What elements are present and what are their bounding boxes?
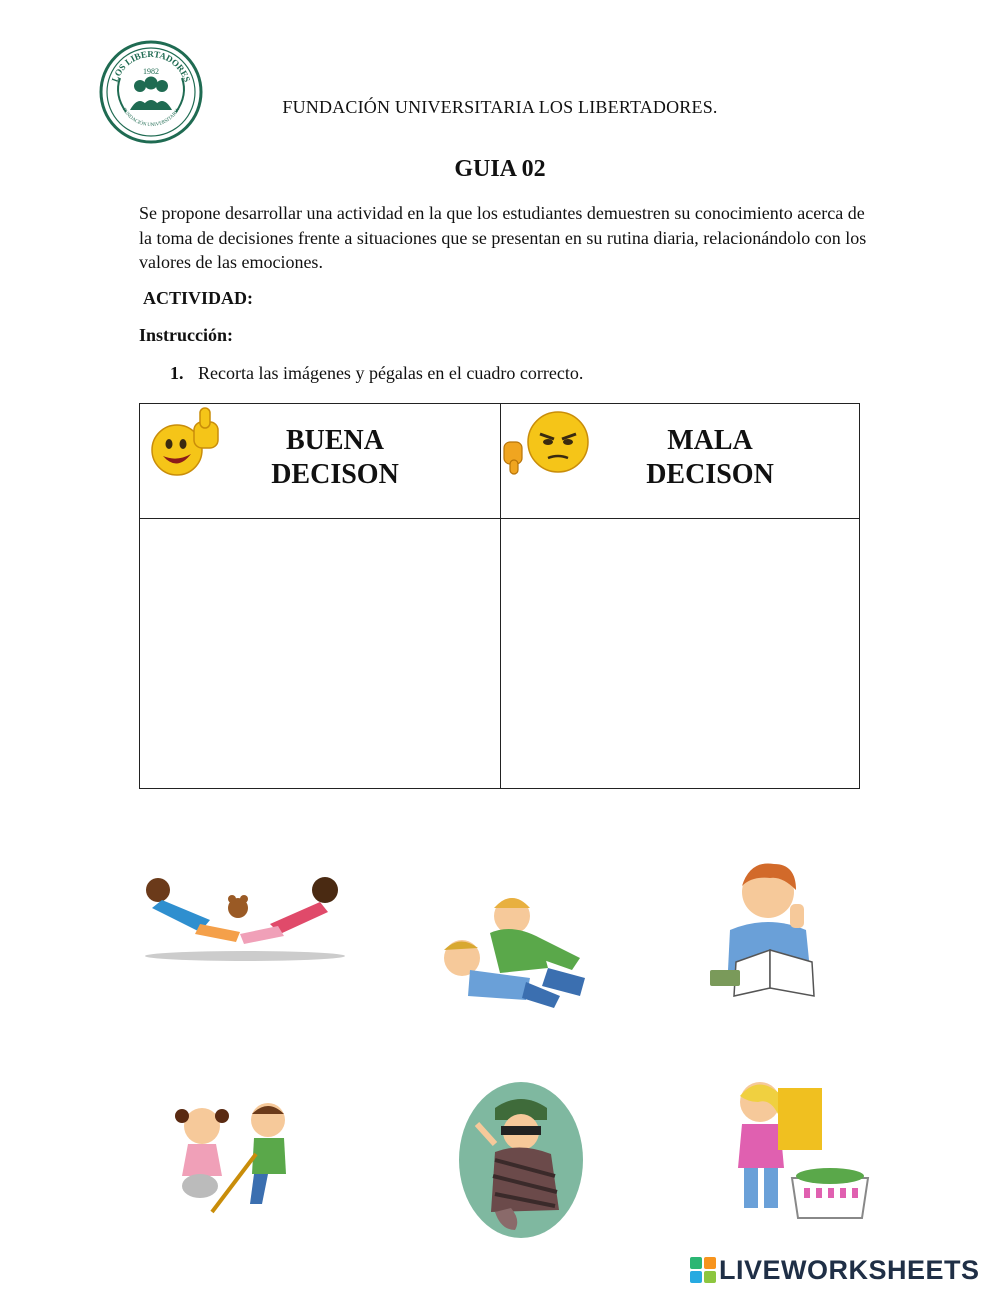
thumbs-up-smiley-icon <box>146 404 228 487</box>
logo-year: 1982 <box>143 67 159 76</box>
kids-fighting-image[interactable] <box>430 878 595 1018</box>
liveworksheets-logo-icon <box>690 1257 716 1283</box>
instruction-label: Instrucción: <box>139 325 233 345</box>
girl-folding-laundry-image[interactable] <box>718 1068 883 1233</box>
activity-label: ACTIVIDAD: <box>143 288 254 308</box>
liveworksheets-brand[interactable] <box>690 1254 980 1286</box>
kids-sweeping-image[interactable] <box>160 1094 305 1224</box>
bad-decision-heading: MALA DECISON <box>646 425 774 490</box>
kids-pulling-teddy-bear-image[interactable] <box>140 868 370 973</box>
thumbs-down-angry-icon <box>502 408 594 483</box>
logo-top-text: LOS LIBERTADORES <box>109 48 193 84</box>
step-number: 1. <box>170 363 184 383</box>
institution-name: FUNDACIÓN UNIVERSITARIA LOS LIBERTADORES. <box>282 97 718 117</box>
instruction-step <box>170 363 583 384</box>
good-decision-heading: BUENA DECISON <box>271 425 399 490</box>
brand-text: LIVEWORKSHEETS <box>719 1254 980 1285</box>
intro-paragraph: Se propone desarrollar una actividad en la que los estudiantes demuestren su conocimiento acerca de la toma de decisiones frente a situaciones que se presentan en su rutina diaria, relacionándolo con los valores de las emociones. <box>139 203 867 272</box>
table-divider-vertical <box>500 404 501 788</box>
page-title: GUIA 02 <box>454 156 546 182</box>
institution-logo <box>96 40 206 144</box>
logo-bottom-text: FUNDACIÓN UNIVERSITARIA <box>120 107 182 129</box>
table-divider-horizontal <box>140 518 859 519</box>
sorting-table <box>139 403 860 789</box>
thief-stealing-image[interactable] <box>455 1080 585 1250</box>
boy-studying-image[interactable] <box>700 850 845 1005</box>
step-text: Recorta las imágenes y pégalas en el cuadro correcto. <box>198 363 584 383</box>
